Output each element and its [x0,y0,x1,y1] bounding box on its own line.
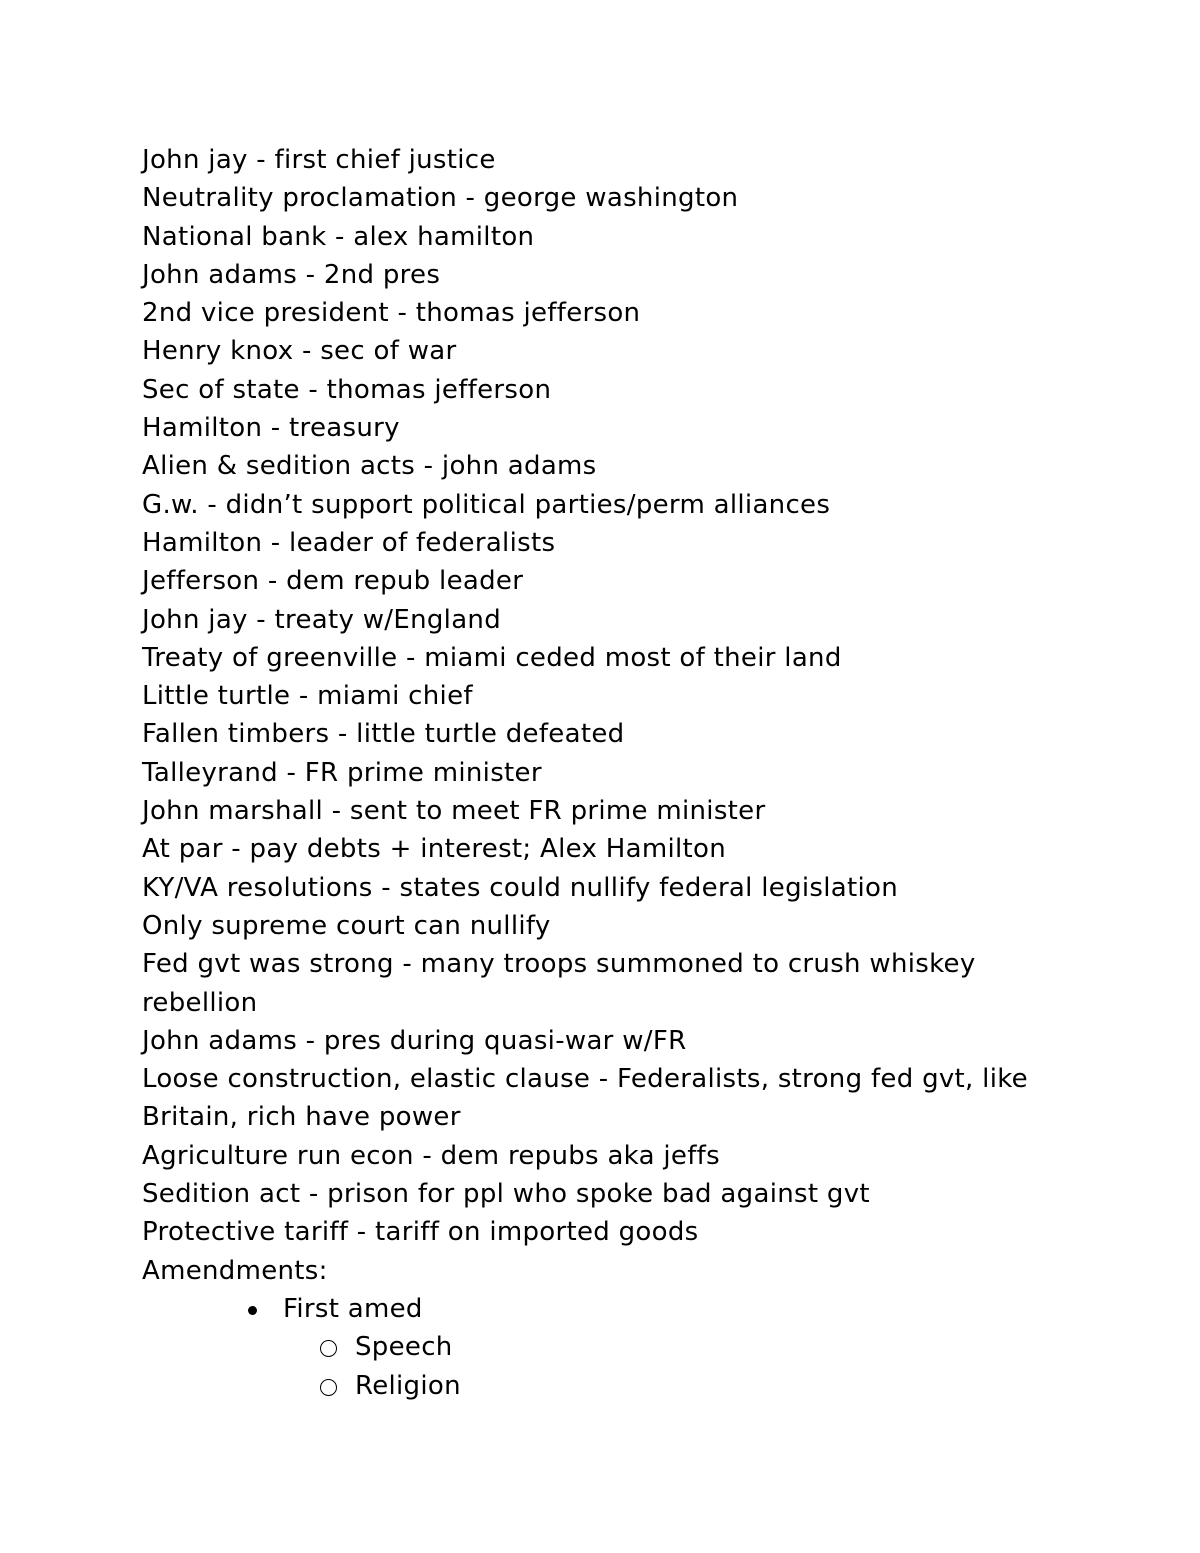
note-line: KY/VA resolutions - states could nullify federal legislation [142,872,899,903]
bullet-disc-icon [248,1306,257,1315]
note-line: Jefferson - dem repub leader [142,566,524,597]
amendments-heading: Amendments: [142,1255,328,1286]
note-line: National bank - alex hamilton [142,221,535,252]
note-line: Henry knox - sec of war [142,336,457,367]
list-item-label: Religion [355,1370,461,1401]
amendments-list [142,1290,1042,1405]
list-item [320,1367,1042,1405]
note-line: 2nd vice president - thomas jefferson [142,298,641,329]
note-line: Sedition act - prison for ppl who spoke bad against gvt [142,1179,870,1210]
note-line: Only supreme court can nullify [142,910,551,941]
list-item [320,1328,1042,1366]
note-line: Treaty of greenville - miami ceded most of their land [142,642,842,673]
note-line: Sec of state - thomas jefferson [142,374,552,405]
list-item-label: Speech [355,1332,453,1363]
list-item-label: First amed [283,1293,423,1324]
note-line: Agriculture run econ - dem repubs aka jeffs [142,1140,720,1171]
note-line: At par - pay debts + interest; Alex Hamilton [142,834,726,865]
note-line: John jay - first chief justice [142,145,496,175]
note-line: John adams - 2nd pres [142,259,441,290]
note-line: G.w. - didn’t support political parties/perm alliances [142,489,831,520]
note-line: Fallen timbers - little turtle defeated [142,719,625,750]
note-line: Protective tariff - tariff on imported goods [142,1217,699,1248]
note-line: Hamilton - treasury [142,413,400,444]
note-line: John marshall - sent to meet FR prime minister [142,796,766,827]
note-line: Fed gvt was strong - many troops summoned to crush whiskey rebellion [142,949,976,1018]
note-line: Neutrality proclamation - george washington [142,183,739,214]
note-line: Loose construction, elastic clause - Federalists, strong fed gvt, like Britain, rich have power [142,1064,1028,1133]
note-line: Little turtle - miami chief [142,681,473,712]
notes-body [142,141,1042,1405]
note-line: Hamilton - leader of federalists [142,527,556,558]
first-amendment-sublist [283,1328,1042,1405]
note-line: Talleyrand - FR prime minister [142,757,542,788]
bullet-circle-icon [320,1379,337,1396]
note-line: Alien & sedition acts - john adams [142,451,597,482]
note-line: John adams - pres during quasi-war w/FR [142,1025,687,1056]
list-item-first-amendment [248,1290,1042,1405]
note-line: John jay - treaty w/England [142,604,502,635]
bullet-circle-icon [320,1340,337,1357]
